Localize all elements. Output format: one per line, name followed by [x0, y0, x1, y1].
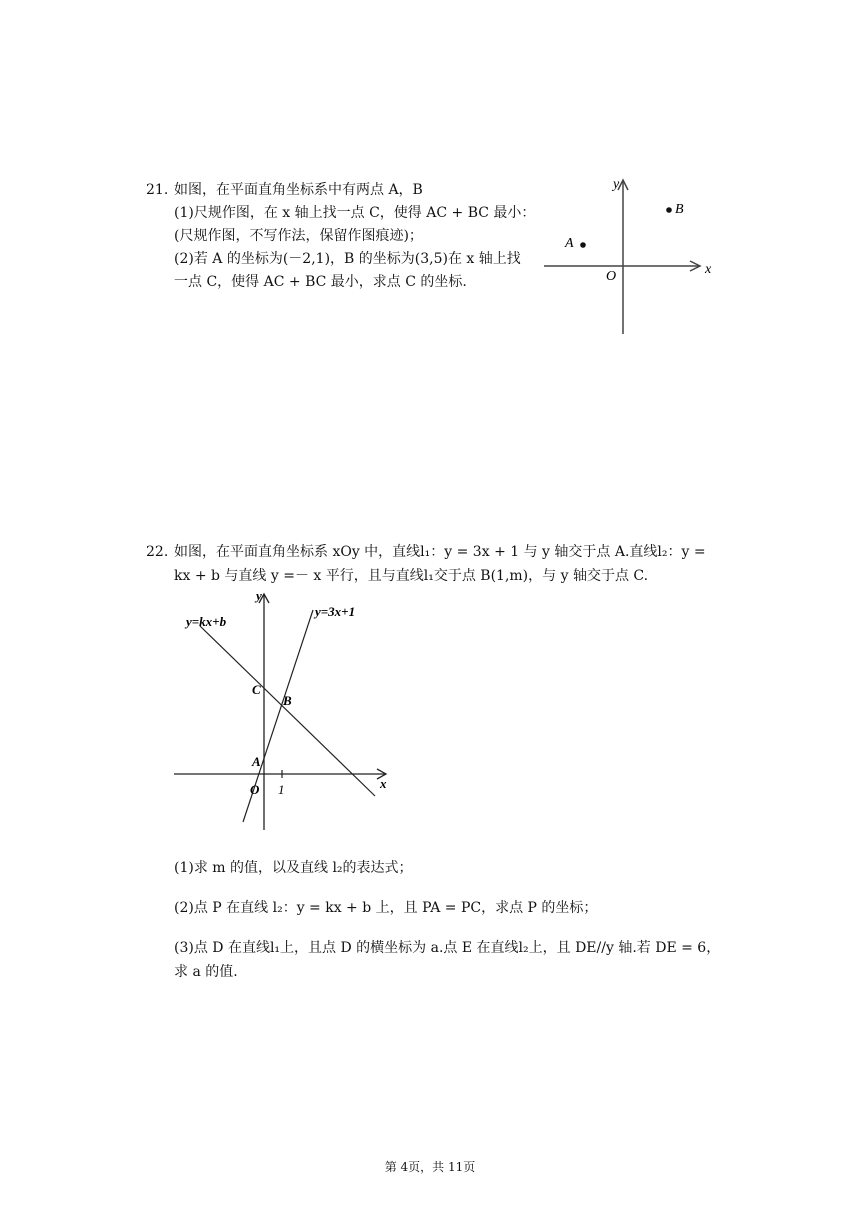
point-c-label: C: [252, 682, 261, 697]
y-axis-label: y: [613, 177, 620, 192]
line2-label: y=kx+b: [186, 614, 227, 629]
page-footer: 第 4页，共 11页: [384, 1160, 476, 1174]
q21-number: 21.: [146, 182, 169, 198]
q21-line-3: (尺规作图，不写作法，保留作图痕迹)；: [174, 228, 423, 244]
q22-figure: [170, 588, 395, 833]
line1-label: y=3x+1: [315, 604, 356, 619]
q21-line-4: (2)若 A 的坐标为(－2,1)，B 的坐标为(3,5)在 x 轴上找: [174, 251, 521, 267]
point-a-dot: [580, 242, 586, 248]
q22-part-2: (2)点 P 在直线 l₂：y = kx + b 上，且 PA = PC，求点 P 的坐标；: [174, 900, 598, 916]
x-axis-label: x: [705, 262, 712, 277]
q22-intro-2: kx + b 与直线 y =－ x 平行，且与直线l₁交于点 B(1,m)，与 y 轴交于点 C.: [174, 568, 649, 584]
point-a-label: A: [565, 236, 574, 251]
q22-number: 22.: [146, 544, 169, 560]
point-b-label: B: [675, 202, 684, 217]
q22-part-3-cont: 求 a 的值.: [174, 964, 238, 980]
q21-figure: [540, 170, 720, 340]
q22-part-1: (1)求 m 的值，以及直线 l₂的表达式；: [174, 860, 413, 876]
point-b-dot: [666, 207, 672, 213]
q22-part-3: (3)点 D 在直线l₁上，且点 D 的横坐标为 a.点 E 在直线l₂上，且 DE//y 轴.若 DE = 6，: [174, 940, 721, 956]
point-b-label: B: [283, 693, 292, 708]
q21-line-5: 一点 C，使得 AC + BC 最小，求点 C 的坐标.: [174, 274, 467, 290]
y-axis-label: y: [256, 588, 262, 603]
origin-label: O: [250, 782, 260, 797]
tick-1-label: 1: [278, 782, 285, 797]
q21-line-1: 如图，在平面直角坐标系中有两点 A，B: [174, 182, 423, 198]
line-l2: [200, 626, 375, 796]
point-a-label: A: [252, 754, 261, 769]
origin-label: O: [606, 269, 617, 284]
x-axis-label: x: [380, 776, 387, 791]
q22-intro-1: 如图，在平面直角坐标系 xOy 中，直线l₁：y = 3x + 1 与 y 轴交于点 A.直线l₂：y =: [174, 544, 706, 560]
q21-line-2: (1)尺规作图，在 x 轴上找一点 C，使得 AC + BC 最小：: [174, 205, 536, 221]
